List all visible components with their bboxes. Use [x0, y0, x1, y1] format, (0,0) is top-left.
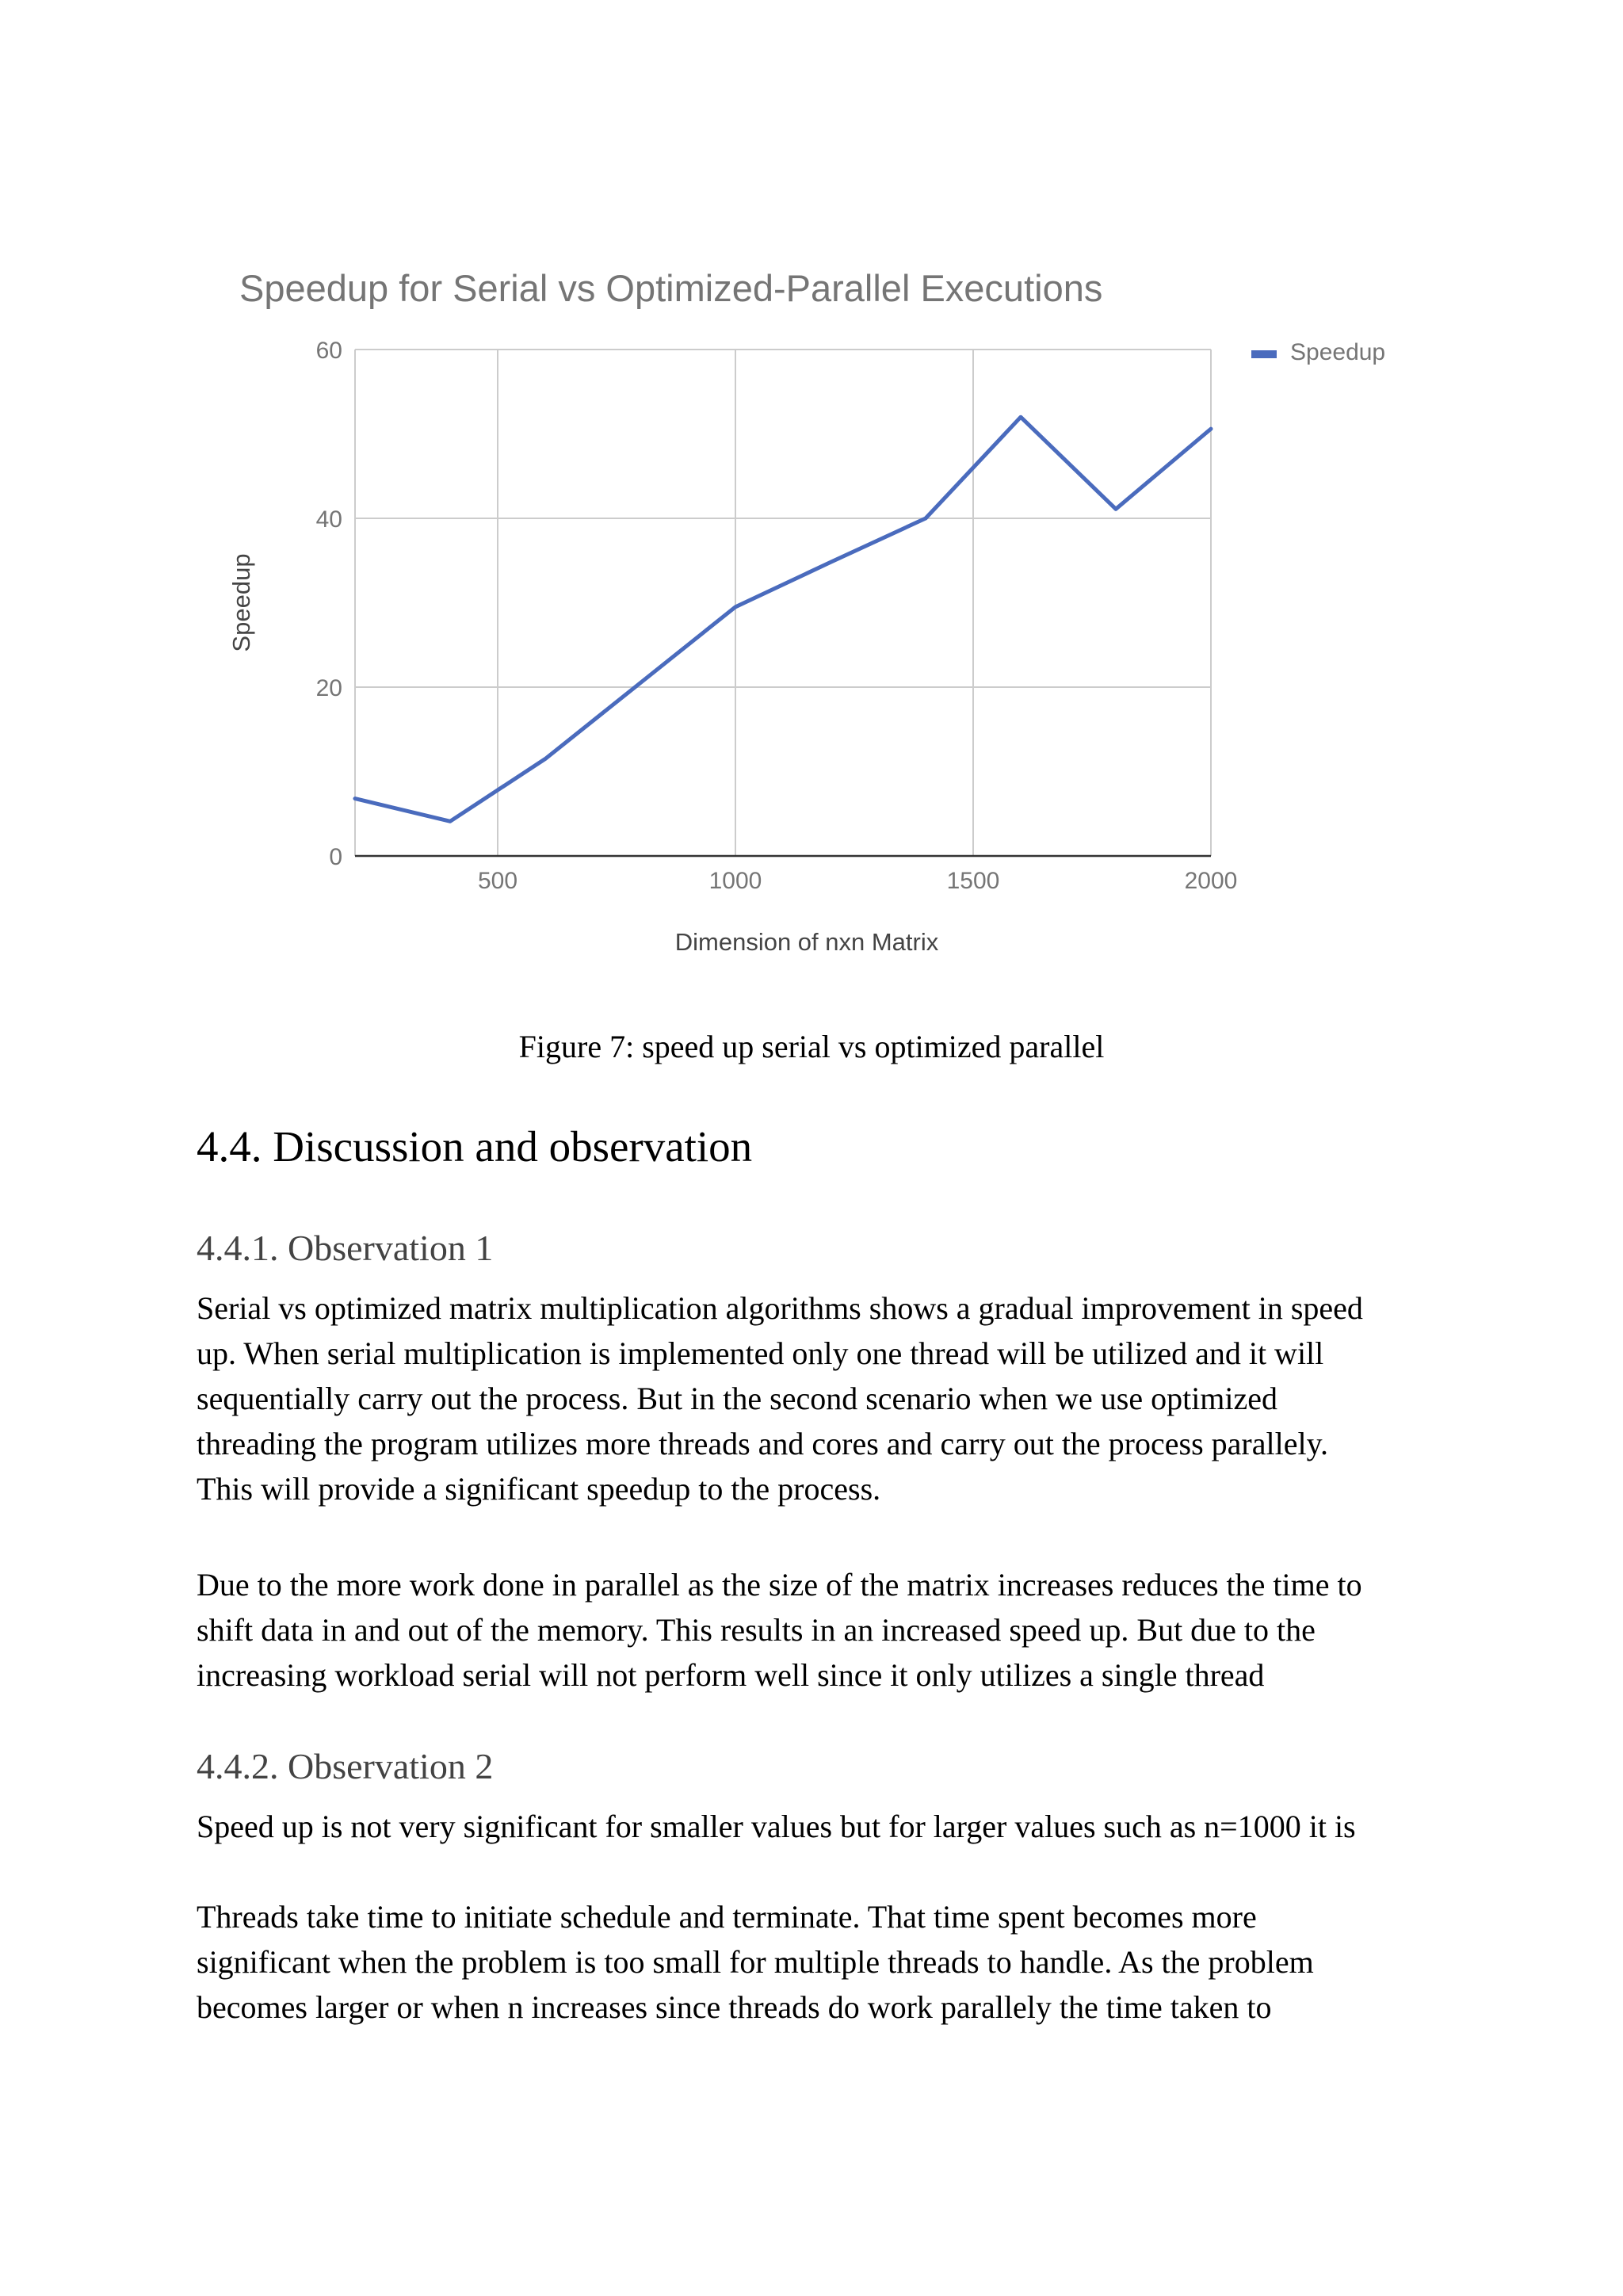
text-line: becomes larger or when n increases since threads do work parallely the time taken to [197, 1989, 1272, 2025]
text-line: shift data in and out of the memory. This results in an increased speed up. But due to the [197, 1612, 1316, 1648]
text-line: up. When serial multiplication is implemented only one thread will be utilized and it will [197, 1335, 1324, 1371]
section-heading: 4.4. Discussion and observation [197, 1122, 753, 1171]
y-tick-label: 20 [315, 675, 342, 701]
observation-2-paragraph-1 [197, 1804, 1441, 1849]
x-tick-label: 500 [477, 868, 518, 894]
legend-label: Speedup [1290, 339, 1386, 365]
observation-1-heading: 4.4.1. Observation 1 [197, 1228, 494, 1268]
x-tick-label: 1500 [946, 868, 1000, 894]
observation-2-heading: 4.4.2. Observation 2 [197, 1746, 494, 1786]
figure-caption: Figure 7: speed up serial vs optimized parallel [518, 1029, 1105, 1064]
text-line: This will provide a significant speedup to the process. [197, 1471, 881, 1507]
observation-1-paragraph-1 [197, 1286, 1441, 1511]
legend-swatch [1251, 350, 1277, 358]
y-tick-label: 40 [315, 506, 342, 533]
text-line: Speed up is not very significant for smaller values but for larger values such as n=1000 it is [197, 1809, 1356, 1844]
text-line: significant when the problem is too small for multiple threads to handle. As the problem [197, 1944, 1314, 1980]
y-axis-title: Speedup [227, 553, 255, 652]
text-line: sequentially carry out the process. But in the second scenario when we use optimized [197, 1381, 1278, 1416]
text-line: threading the program utilizes more threads and cores and carry out the process parallely. [197, 1426, 1328, 1461]
observation-1-paragraph-2 [197, 1562, 1441, 1698]
y-tick-label: 0 [329, 844, 342, 870]
y-tick-label: 60 [315, 338, 342, 364]
text-line: Serial vs optimized matrix multiplication algorithms shows a gradual improvement in speed [197, 1290, 1363, 1326]
text-line: increasing workload serial will not perform well since it only utilizes a single thread [197, 1657, 1265, 1693]
text-line: Threads take time to initiate schedule and terminate. That time spent becomes more [197, 1899, 1257, 1935]
chart-title: Speedup for Serial vs Optimized-Parallel Executions [239, 267, 1103, 309]
x-tick-label: 2000 [1184, 868, 1238, 894]
speedup-line-chart [214, 246, 1426, 991]
x-tick-label: 1000 [708, 868, 762, 894]
series-line-speedup [355, 417, 1211, 821]
observation-2-paragraph-2 [197, 1894, 1441, 2030]
text-line: Due to the more work done in parallel as the size of the matrix increases reduces the time to [197, 1567, 1362, 1603]
x-axis-title: Dimension of nxn Matrix [674, 928, 939, 956]
